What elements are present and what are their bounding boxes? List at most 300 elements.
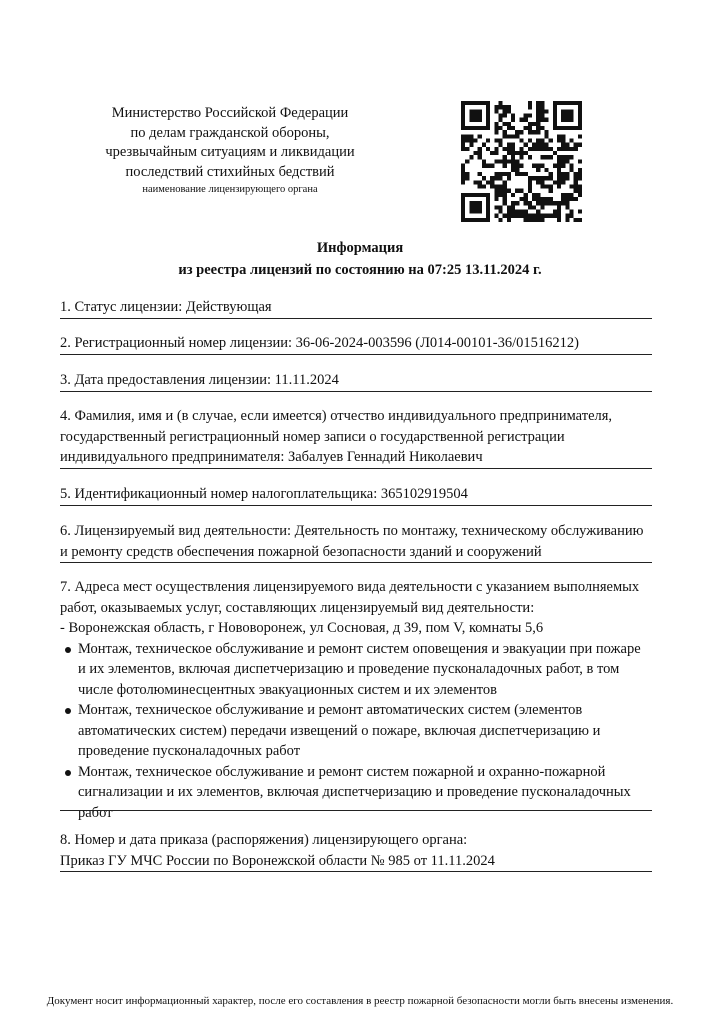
- qr-module: [461, 168, 465, 172]
- qr-module: [574, 189, 578, 193]
- qr-module: [469, 205, 473, 209]
- qr-module: [486, 114, 490, 118]
- qr-module: [478, 172, 482, 176]
- qr-module: [540, 118, 544, 122]
- qr-module: [486, 109, 490, 113]
- qr-module: [532, 122, 536, 126]
- qr-module: [461, 122, 465, 126]
- qr-module: [553, 180, 557, 184]
- qr-module: [557, 168, 561, 172]
- addresses-heading-line: работ, оказываемых услуг, составляющих лицензируемый вид деятельности:: [60, 599, 535, 616]
- qr-module: [461, 143, 465, 147]
- divider: [60, 354, 652, 355]
- qr-module: [536, 126, 540, 130]
- qr-module: [482, 184, 486, 188]
- qr-module: [494, 109, 498, 113]
- qr-module: [474, 193, 478, 197]
- qr-module: [511, 168, 515, 172]
- qr-module: [574, 143, 578, 147]
- work-line: сигнализации и их элементов, включая диспетчеризацию и проведение пусконаладочных: [78, 784, 631, 800]
- qr-module: [503, 134, 507, 138]
- qr-module: [528, 218, 532, 222]
- qr-module: [515, 151, 519, 155]
- qr-module: [474, 126, 478, 130]
- qr-module: [507, 143, 511, 147]
- qr-module: [461, 101, 465, 105]
- qr-module: [478, 205, 482, 209]
- qr-module: [507, 218, 511, 222]
- qr-module: [569, 147, 573, 151]
- qr-module: [549, 139, 553, 143]
- qr-module: [536, 143, 540, 147]
- qr-module: [532, 218, 536, 222]
- qr-module: [482, 218, 486, 222]
- qr-module: [549, 201, 553, 205]
- qr-module: [474, 151, 478, 155]
- qr-module: [519, 118, 523, 122]
- qr-module: [565, 201, 569, 205]
- qr-module: [565, 101, 569, 105]
- qr-module: [499, 105, 503, 109]
- qr-module: [478, 134, 482, 138]
- qr-module: [511, 143, 515, 147]
- qr-module: [465, 159, 469, 163]
- qr-module: [469, 209, 473, 213]
- order-line: Приказ ГУ МЧС России по Воронежской области № 985 от 11.11.2024: [60, 852, 495, 869]
- license-reg-number: [60, 333, 652, 354]
- qr-module: [469, 134, 473, 138]
- divider: [60, 505, 652, 506]
- qr-module: [465, 134, 469, 138]
- qr-module: [574, 197, 578, 201]
- qr-module: [469, 201, 473, 205]
- qr-module: [528, 122, 532, 126]
- qr-module: [536, 168, 540, 172]
- qr-module: [565, 159, 569, 163]
- qr-module: [540, 143, 544, 147]
- authority-caption: наименование лицензирующего органа: [142, 184, 318, 195]
- qr-module: [515, 164, 519, 168]
- work-line: автоматических систем) передачи извещений о пожаре, включая диспетчеризацию и: [78, 722, 601, 739]
- qr-module: [536, 109, 540, 113]
- qr-module: [515, 201, 519, 205]
- qr-module: [578, 172, 582, 176]
- qr-module: [503, 159, 507, 163]
- qr-module: [465, 147, 469, 151]
- qr-module: [465, 126, 469, 130]
- work-line: работ: [78, 804, 113, 821]
- qr-module: [553, 101, 557, 105]
- qr-module: [499, 184, 503, 188]
- qr-module: [507, 151, 511, 155]
- qr-module: [507, 159, 511, 163]
- qr-module: [490, 164, 494, 168]
- qr-module: [540, 109, 544, 113]
- qr-module: [515, 168, 519, 172]
- qr-module: [490, 184, 494, 188]
- qr-module: [478, 193, 482, 197]
- title-line: Информация: [316, 240, 404, 256]
- qr-module: [478, 201, 482, 205]
- qr-code-icon: [461, 101, 582, 222]
- qr-module: [532, 176, 536, 180]
- qr-module: [469, 193, 473, 197]
- qr-module: [511, 201, 515, 205]
- qr-module: [478, 209, 482, 213]
- qr-module: [544, 197, 548, 201]
- qr-module: [578, 159, 582, 163]
- divider: [60, 318, 652, 319]
- qr-module: [536, 218, 540, 222]
- qr-module: [461, 176, 465, 180]
- qr-module: [524, 126, 528, 130]
- qr-module: [565, 143, 569, 147]
- qr-module: [561, 109, 565, 113]
- qr-module: [565, 147, 569, 151]
- qr-module: [540, 205, 544, 209]
- qr-module: [578, 114, 582, 118]
- qr-module: [511, 126, 515, 130]
- qr-module: [507, 205, 511, 209]
- qr-module: [469, 101, 473, 105]
- qr-module: [461, 172, 465, 176]
- qr-module: [540, 155, 544, 159]
- qr-module: [474, 201, 478, 205]
- qr-module: [557, 209, 561, 213]
- qr-module: [515, 214, 519, 218]
- qr-module: [565, 118, 569, 122]
- qr-module: [532, 193, 536, 197]
- qr-module: [578, 193, 582, 197]
- qr-module: [565, 205, 569, 209]
- qr-module: [486, 197, 490, 201]
- activity-addresses: [60, 577, 652, 823]
- qr-module: [494, 176, 498, 180]
- qr-module: [490, 180, 494, 184]
- qr-module: [557, 180, 561, 184]
- qr-module: [536, 114, 540, 118]
- qr-module: [499, 172, 503, 176]
- qr-module: [494, 214, 498, 218]
- qr-module: [561, 201, 565, 205]
- qr-module: [494, 193, 498, 197]
- qr-module: [565, 176, 569, 180]
- qr-module: [528, 114, 532, 118]
- qr-module: [486, 139, 490, 143]
- qr-module: [528, 214, 532, 218]
- qr-module: [574, 147, 578, 151]
- work-line: Монтаж, техническое обслуживание и ремонт автоматических систем (элементов: [78, 702, 583, 718]
- qr-module: [569, 155, 573, 159]
- qr-module: [465, 139, 469, 143]
- qr-module: [486, 205, 490, 209]
- qr-module: [511, 205, 515, 209]
- qr-module: [569, 193, 573, 197]
- work-list-item: [60, 700, 652, 762]
- qr-module: [569, 101, 573, 105]
- qr-module: [461, 209, 465, 213]
- qr-module: [561, 126, 565, 130]
- qr-module: [469, 155, 473, 159]
- qr-module: [499, 114, 503, 118]
- qr-module: [474, 205, 478, 209]
- qr-module: [469, 143, 473, 147]
- qr-module: [507, 189, 511, 193]
- qr-module: [557, 126, 561, 130]
- qr-module: [561, 176, 565, 180]
- qr-module: [569, 118, 573, 122]
- qr-module: [511, 151, 515, 155]
- qr-module: [553, 114, 557, 118]
- qr-module: [549, 197, 553, 201]
- qr-module: [478, 126, 482, 130]
- qr-module: [524, 218, 528, 222]
- qr-module: [540, 214, 544, 218]
- qr-module: [478, 218, 482, 222]
- qr-module: [465, 101, 469, 105]
- qr-module: [561, 147, 565, 151]
- qr-module: [561, 164, 565, 168]
- qr-module: [482, 101, 486, 105]
- qr-module: [474, 101, 478, 105]
- qr-module: [469, 109, 473, 113]
- qr-module: [507, 126, 511, 130]
- qr-module: [528, 105, 532, 109]
- qr-module: [507, 209, 511, 213]
- qr-module: [478, 101, 482, 105]
- qr-module: [524, 193, 528, 197]
- qr-module: [578, 176, 582, 180]
- qr-module: [544, 176, 548, 180]
- qr-module: [578, 218, 582, 222]
- qr-module: [465, 193, 469, 197]
- qr-module: [574, 184, 578, 188]
- qr-module: [511, 159, 515, 163]
- qr-module: [565, 193, 569, 197]
- qr-module: [540, 176, 544, 180]
- qr-module: [528, 184, 532, 188]
- qr-module: [565, 109, 569, 113]
- qr-module: [503, 122, 507, 126]
- qr-module: [557, 201, 561, 205]
- qr-module: [557, 176, 561, 180]
- qr-module: [578, 168, 582, 172]
- work-line: Монтаж, техническое обслуживание и ремонт систем пожарной и охранно-пожарной: [78, 763, 606, 780]
- qr-module: [486, 118, 490, 122]
- qr-module: [565, 214, 569, 218]
- qr-module: [544, 184, 548, 188]
- qr-module: [553, 105, 557, 109]
- qr-module: [528, 176, 532, 180]
- qr-module: [519, 214, 523, 218]
- qr-module: [511, 214, 515, 218]
- divider: [60, 562, 652, 563]
- qr-module: [519, 147, 523, 151]
- qr-module: [515, 134, 519, 138]
- qr-module: [499, 218, 503, 222]
- qr-module: [478, 151, 482, 155]
- qr-module: [474, 180, 478, 184]
- taxpayer-id-text: 5. Идентификационный номер налогоплательщика: 365102919504: [60, 486, 468, 502]
- qr-module: [549, 189, 553, 193]
- qr-module: [486, 122, 490, 126]
- qr-module: [507, 134, 511, 138]
- qr-module: [461, 214, 465, 218]
- qr-module: [494, 184, 498, 188]
- qr-module: [557, 164, 561, 168]
- licensing-order: [60, 830, 652, 871]
- qr-module: [569, 209, 573, 213]
- qr-module: [578, 105, 582, 109]
- qr-module: [503, 189, 507, 193]
- license-holder: [60, 406, 652, 468]
- qr-module: [574, 176, 578, 180]
- qr-module: [519, 164, 523, 168]
- qr-module: [561, 172, 565, 176]
- qr-module: [578, 101, 582, 105]
- qr-module: [499, 118, 503, 122]
- qr-module: [565, 172, 569, 176]
- license-status-text: 1. Статус лицензии: Действующая: [60, 299, 272, 315]
- qr-module: [536, 130, 540, 134]
- qr-module: [578, 143, 582, 147]
- qr-module: [549, 214, 553, 218]
- qr-module: [494, 130, 498, 134]
- qr-module: [503, 147, 507, 151]
- qr-module: [540, 164, 544, 168]
- qr-module: [494, 105, 498, 109]
- qr-module: [461, 201, 465, 205]
- qr-module: [486, 209, 490, 213]
- qr-module: [490, 151, 494, 155]
- qr-module: [524, 114, 528, 118]
- qr-module: [499, 139, 503, 143]
- qr-module: [511, 209, 515, 213]
- qr-module: [569, 114, 573, 118]
- qr-module: [519, 197, 523, 201]
- qr-module: [461, 218, 465, 222]
- license-reg-number-text: 2. Регистрационный номер лицензии: 36-06-2024-003596 (Л014-00101-36/01516212): [60, 335, 579, 351]
- qr-module: [511, 164, 515, 168]
- qr-module: [544, 168, 548, 172]
- divider: [60, 391, 652, 392]
- qr-module: [486, 164, 490, 168]
- qr-module: [532, 197, 536, 201]
- qr-module: [549, 176, 553, 180]
- qr-module: [561, 197, 565, 201]
- qr-module: [503, 164, 507, 168]
- qr-module: [494, 189, 498, 193]
- qr-module: [469, 126, 473, 130]
- qr-module: [461, 134, 465, 138]
- holder-line: государственный регистрационный номер записи о государственной регистрации: [60, 428, 565, 445]
- qr-module: [461, 139, 465, 143]
- qr-module: [503, 180, 507, 184]
- qr-module: [561, 155, 565, 159]
- qr-module: [515, 159, 519, 163]
- qr-module: [540, 218, 544, 222]
- qr-module: [578, 209, 582, 213]
- qr-module: [494, 147, 498, 151]
- qr-module: [569, 164, 573, 168]
- qr-module: [499, 101, 503, 105]
- qr-module: [536, 139, 540, 143]
- qr-module: [474, 109, 478, 113]
- divider: [60, 810, 652, 811]
- holder-line: 4. Фамилия, имя и (в случае, если имеется) отчество индивидуального предпринимателя,: [60, 408, 613, 424]
- qr-module: [486, 193, 490, 197]
- qr-module: [515, 172, 519, 176]
- qr-module: [528, 180, 532, 184]
- document-title: [60, 237, 660, 281]
- qr-module: [557, 159, 561, 163]
- qr-module: [486, 147, 490, 151]
- qr-module: [494, 151, 498, 155]
- qr-module: [561, 143, 565, 147]
- qr-module: [507, 172, 511, 176]
- qr-module: [461, 193, 465, 197]
- qr-module: [536, 118, 540, 122]
- qr-module: [503, 109, 507, 113]
- license-status: [60, 297, 652, 318]
- qr-module: [557, 139, 561, 143]
- qr-module: [482, 176, 486, 180]
- qr-module: [557, 101, 561, 105]
- license-date-text: 3. Дата предоставления лицензии: 11.11.2024: [60, 372, 339, 388]
- qr-module: [465, 218, 469, 222]
- qr-module: [565, 126, 569, 130]
- qr-module: [478, 109, 482, 113]
- qr-module: [486, 126, 490, 130]
- qr-module: [569, 139, 573, 143]
- disclaimer-footer: Документ носит информационный характер, после его составления в реестр пожарной безопасности могли быть внесены изменения.: [46, 995, 674, 1007]
- qr-module: [503, 105, 507, 109]
- qr-module: [561, 101, 565, 105]
- qr-module: [536, 214, 540, 218]
- qr-module: [519, 189, 523, 193]
- qr-module: [565, 197, 569, 201]
- qr-module: [515, 189, 519, 193]
- qr-module: [519, 139, 523, 143]
- qr-module: [544, 201, 548, 205]
- qr-module: [553, 118, 557, 122]
- qr-module: [553, 122, 557, 126]
- qr-module: [536, 193, 540, 197]
- qr-module: [557, 218, 561, 222]
- work-line: Монтаж, техническое обслуживание и ремонт систем оповещения и эвакуации при пожаре: [78, 640, 641, 657]
- taxpayer-id: [60, 484, 652, 505]
- qr-module: [536, 101, 540, 105]
- authority-line: Министерство Российской Федерации: [111, 105, 349, 121]
- qr-module: [499, 143, 503, 147]
- qr-module: [578, 118, 582, 122]
- qr-module: [557, 155, 561, 159]
- qr-module: [578, 109, 582, 113]
- qr-module: [486, 214, 490, 218]
- qr-module: [465, 176, 469, 180]
- qr-module: [536, 197, 540, 201]
- qr-module: [536, 209, 540, 213]
- qr-module: [574, 218, 578, 222]
- qr-module: [511, 134, 515, 138]
- qr-module: [494, 205, 498, 209]
- qr-module: [474, 114, 478, 118]
- qr-module: [486, 101, 490, 105]
- qr-module: [524, 197, 528, 201]
- qr-module: [482, 126, 486, 130]
- qr-module: [532, 143, 536, 147]
- divider: [60, 468, 652, 469]
